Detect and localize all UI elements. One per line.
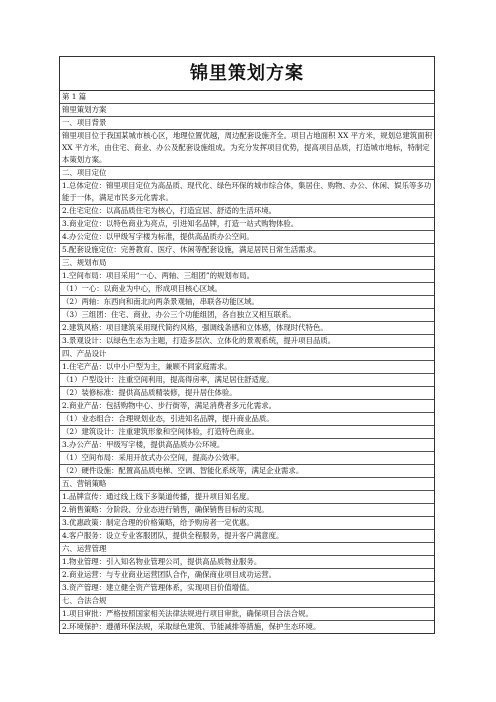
document-line: （2）装修标准：提供高品质精装修，提升居住体验。 [60, 387, 434, 400]
document-line: （3）三组团：住宅、商业、办公三个功能组团，各自独立又相互联系。 [60, 309, 434, 322]
document-line: 五、营销策略 [60, 478, 434, 491]
document-line: 2.销售策略：分阶段、分业态进行销售，确保销售目标的实现。 [60, 504, 434, 517]
document-line: 4.办公定位：以甲级写字楼为标准，提供高品质办公空间。 [60, 231, 434, 244]
document-line: 第 1 篇 [60, 91, 434, 104]
document-line: （2）两轴：东西向和南北向两条景观轴，串联各功能区域。 [60, 296, 434, 309]
document-line: 二、项目定位 [60, 167, 434, 180]
document-line: 七、合法合规 [60, 595, 434, 608]
document-line: （1）一心：以商业为中心，形成项目核心区域。 [60, 283, 434, 296]
document-line: 1.物业管理：引入知名物业管理公司，提供高品质物业服务。 [60, 556, 434, 569]
document-line: 3.优惠政策：制定合理的价格策略，给予购房者一定优惠。 [60, 517, 434, 530]
document-line: 2.住宅定位：以高品质住宅为核心，打造宜居、舒适的生活环境。 [60, 205, 434, 218]
document-table [59, 56, 435, 634]
document-line: 1.住宅产品：以中小户型为主，兼顾不同家庭需求。 [60, 361, 434, 374]
document-line: 1.总体定位：锦里项目定位为高品质、现代化、绿色环保的城市综合体，集居住、购物、办公、休闲、娱乐等多功能于一体，满足市民多元化需求。 [60, 180, 434, 205]
document-line: （1）空间布局：采用开放式办公空间，提高办公效率。 [60, 452, 434, 465]
document-line: 2.建筑风格：项目建筑采用现代简约风格，强调线条感和立体感，体现时代特色。 [60, 322, 434, 335]
document-line: 2.环境保护：遵循环保法规，采取绿色建筑、节能减排等措施，保护生态环境。 [62, 622, 321, 631]
document-line: 3.办公产品：甲级写字楼，提供高品质办公环境。 [60, 439, 434, 452]
document-line: （1）户型设计：注重空间利用，提高得房率，满足居住舒适度。 [60, 374, 434, 387]
document-line: （1）业态组合：合理规划业态，引进知名品牌，提升商业品质。 [60, 413, 434, 426]
document-line: 六、运营管理 [60, 543, 434, 556]
document-line: 1.项目审批：严格按照国家相关法律法规进行项目审批，确保项目合法合规。 [60, 608, 434, 621]
document-line: 3.景观设计：以绿色生态为主题，打造多层次、立体化的景观系统，提升项目品质。 [60, 335, 434, 348]
document-line: （2）硬件设施：配置高品质电梯、空调、智能化系统等，满足企业需求。 [60, 465, 434, 478]
document-line: 5.配套设施定位：完善教育、医疗、休闲等配套设施，满足居民日常生活需求。 [60, 244, 434, 257]
document-title: 锦里策划方案 [60, 57, 434, 91]
document-line: 2.商业运营：与专业商业运营团队合作，确保商业项目成功运营。 [60, 569, 434, 582]
document-line: 三、规划布局 [60, 257, 434, 270]
document-line: 锦里策划方案 [60, 104, 434, 117]
document-line: 锦里项目位于我国某城市核心区，地理位置优越，周边配套设施齐全。项目占地面积 XX 平方米，规划总建筑面积 XX 平方米，由住宅、商业、办公及配套设施组成。为充分发挥项目优势，提高项目品质，打造城市地标，特制定本策划方案。 [60, 130, 434, 167]
document-line: 四、产品设计 [60, 348, 434, 361]
document-line: 1.品牌宣传：通过线上线下多渠道传播，提升项目知名度。 [60, 491, 434, 504]
document-line: 4.客户服务：设立专业客服团队，提供全程服务，提升客户满意度。 [60, 530, 434, 543]
document-line: （2）建筑设计：注重建筑形象和空间体验，打造特色商业。 [60, 426, 434, 439]
document-line: 3.商业定位：以特色商业为亮点，引进知名品牌，打造一站式购物体验。 [60, 218, 434, 231]
document-line: 一、项目背景 [60, 117, 434, 130]
document-body [60, 91, 434, 633]
document-line: 1.空间布局：项目采用“一心、两轴、三组团”的规划布局。 [60, 270, 434, 283]
document-line: 2.商业产品：包括购物中心、步行街等，满足消费者多元化需求。 [60, 400, 434, 413]
document-line: 3.资产管理：建立健全资产管理体系，实现项目价值增值。 [60, 582, 434, 595]
